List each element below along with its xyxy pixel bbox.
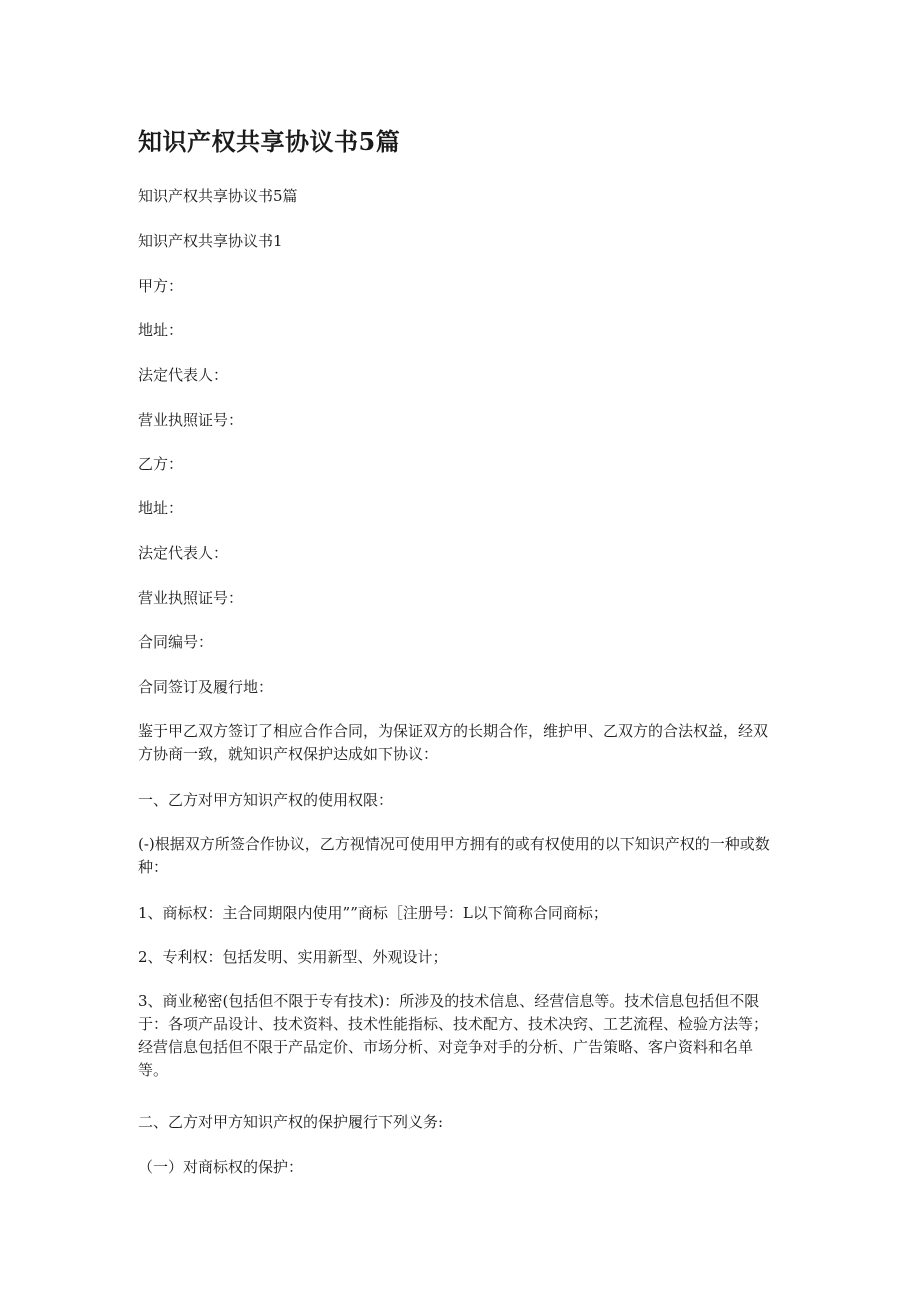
clause-1-1-paragraph: (-)根据双方所签合作协议，乙方视情况可使用甲方拥有的或有权使用的以下知识产权的一种或数种：	[138, 835, 770, 876]
clause-2-heading: 二、乙方对甲方知识产权的保护履行下列义务:	[138, 1113, 444, 1131]
party-a-label: 甲方：	[138, 277, 184, 295]
document-title: 知识产权共享协议书5篇	[138, 127, 401, 156]
clause-1-heading: 一、乙方对甲方知识产权的使用权限：	[138, 791, 394, 809]
party-a-address-label: 地址：	[138, 321, 184, 339]
clause-1-1-item-2: 2、专利权：包括发明、实用新型、外观设计；	[138, 948, 448, 966]
clause-1-1-item-1: 1、商标权：主合同期限内使用””商标［注册号：L以下简称合同商标；	[138, 904, 608, 922]
party-a-license-label: 营业执照证号：	[138, 411, 244, 429]
party-b-address-label: 地址：	[138, 499, 184, 517]
contract-location-label: 合同签订及履行地：	[138, 678, 274, 696]
contract-number-label: 合同编号：	[138, 633, 214, 651]
clause-1-1-item-3: 3、商业秘密(包括但不限于专有技术)：所涉及的技术信息、经营信息等。技术信息包括但不限于：各项产品设计、技术资料、技术性能指标、技术配方、技术决窍、工艺流程、检验方法等；经营信息包括但不限于产品定价、市场分析、对竞争对手的分析、广告策略、客户资料和名单等。	[138, 992, 769, 1079]
section-heading: 知识产权共享协议书1	[138, 232, 283, 250]
subtitle-line: 知识产权共享协议书5篇	[138, 187, 298, 205]
party-b-license-label: 营业执照证号：	[138, 589, 244, 607]
party-b-label: 乙方：	[138, 455, 184, 473]
clause-2-1-heading: （一）对商标权的保护：	[138, 1158, 304, 1176]
preamble-paragraph: 鉴于甲乙双方签订了相应合作合同，为保证双方的长期合作，维护甲、乙双方的合法权益，经双方协商一致，就知识产权保护达成如下协议：	[138, 722, 769, 763]
party-a-representative-label: 法定代表人：	[138, 366, 229, 384]
party-b-representative-label: 法定代表人：	[138, 544, 229, 562]
